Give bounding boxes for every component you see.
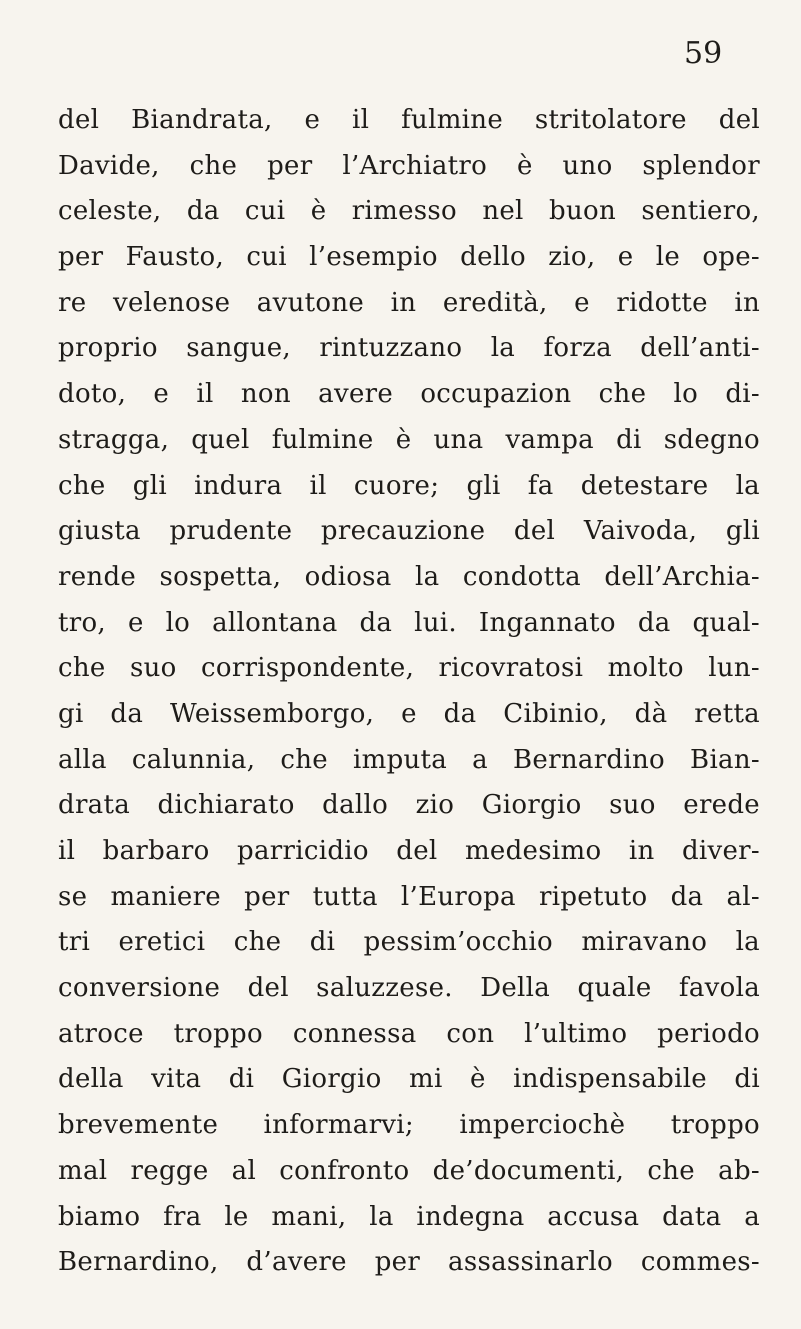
text-line: giusta prudente precauzione del Vaivoda, gli: [58, 516, 760, 547]
text-line: Bernardino, d’avere per assassinarlo commes-: [58, 1247, 760, 1278]
text-line: stragga, quel fulmine è una vampa di sdegno: [58, 424, 760, 455]
text-line: Davide, che per l’Archiatro è uno splendor: [58, 150, 760, 181]
text-line: doto, e il non avere occupazion che lo di-: [58, 379, 760, 410]
text-line: che gli indura il cuore; gli fa detestare la: [58, 470, 760, 501]
text-line: gi da Weissemborgo, e da Cibinio, dà retta: [58, 698, 760, 729]
text-line: rende sospetta, odiosa la condotta dell’Archia-: [58, 561, 760, 592]
text-line: drata dichiarato dallo zio Giorgio suo erede: [58, 790, 760, 821]
text-line: biamo fra le mani, la indegna accusa data a: [58, 1201, 760, 1232]
text-line: re velenose avutone in eredità, e ridotte in: [58, 287, 760, 318]
text-line: tro, e lo allontana da lui. Ingannato da qual-: [58, 607, 760, 638]
text-line: brevemente informarvi; imperciochè troppo: [58, 1110, 760, 1141]
text-line: della vita di Giorgio mi è indispensabile di: [58, 1064, 760, 1095]
text-line: che suo corrispondente, ricovratosi molto lun-: [58, 653, 760, 684]
text-line: del Biandrata, e il fulmine stritolatore del: [58, 105, 760, 135]
text-line: tri eretici che di pessim’occhio miravano la: [58, 927, 760, 958]
text-line: se maniere per tutta l’Europa ripetuto da al-: [58, 881, 760, 912]
text-line: atroce troppo connessa con l’ultimo periodo: [58, 1018, 760, 1049]
text-line: celeste, da cui è rimesso nel buon sentiero,: [58, 196, 760, 227]
text-line: proprio sangue, rintuzzano la forza dell’anti-: [58, 333, 760, 364]
text-line: il barbaro parricidio del medesimo in diver-: [58, 836, 760, 866]
text-line: conversione del saluzzese. Della quale favola: [58, 973, 760, 1004]
text-line: per Fausto, cui l’esempio dello zio, e le ope-: [58, 242, 760, 273]
text-line: mal regge al confronto de’documenti, che ab-: [58, 1155, 760, 1186]
body-text: [58, 98, 760, 1286]
page-number: 59: [684, 36, 723, 71]
text-line: alla calunnia, che imputa a Bernardino Bian-: [58, 744, 760, 775]
